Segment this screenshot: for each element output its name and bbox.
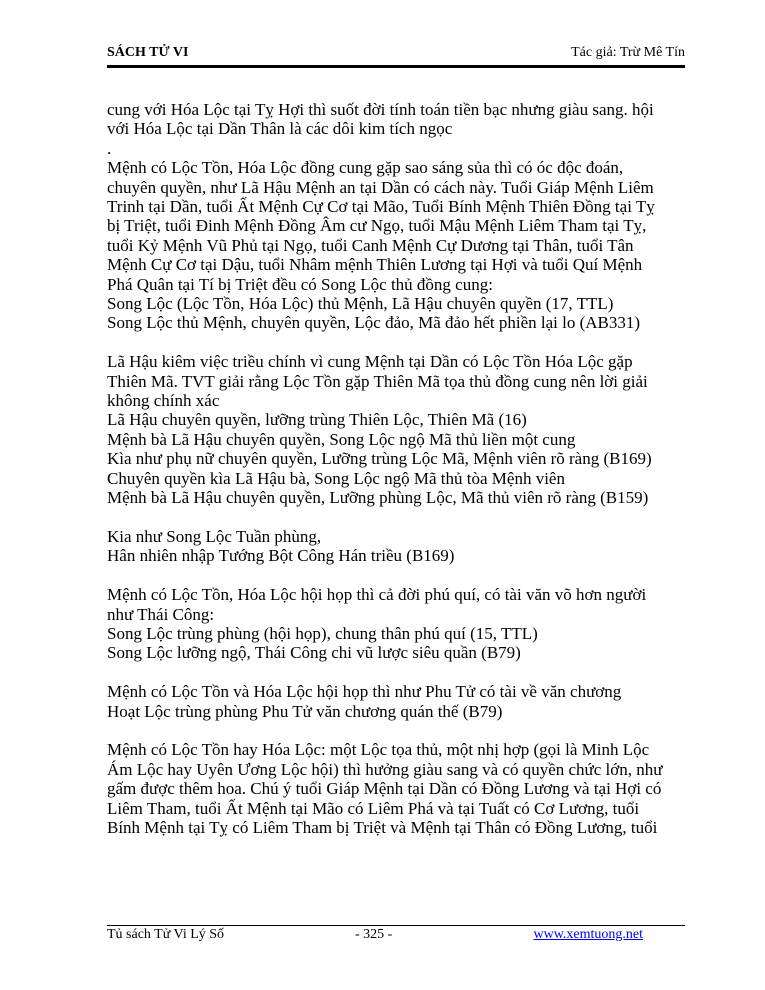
page-header [107, 43, 685, 65]
text-line: Mệnh có Lộc Tồn, Hóa Lộc hội họp thì cả đời phú quí, có tài văn võ hơn người [107, 585, 647, 605]
paragraph [107, 682, 685, 721]
paragraph [107, 585, 685, 663]
document-body [107, 100, 685, 857]
text-line: Liêm Tham, tuổi Ất Mệnh tại Mão có Liêm Phá và tại Tuất có Cơ Lương, tuổi [107, 798, 640, 818]
text-line: Phá Quân tại Tí bị Triệt đều có Song Lộc thủ đồng cung: [107, 274, 493, 294]
text-line: như Thái Công: [107, 604, 215, 624]
text-line: Chuyên quyền kìa Lã Hậu bà, Song Lộc ngộ Mã thủ tòa Mệnh viên [107, 468, 565, 488]
text-line: Song Lộc thủ Mệnh, chuyên quyền, Lộc đảo, Mã đảo hết phiền lại lo (AB331) [107, 313, 641, 333]
text-line: với Hóa Lộc tại Dần Thân là các dôi kim tích ngọc [107, 119, 453, 139]
header-divider [107, 65, 685, 68]
paragraph [107, 740, 685, 837]
text-line: chuyên quyền, như Lã Hậu Mệnh an tại Dần có cách này. Tuổi Giáp Mệnh Liêm [107, 177, 654, 197]
text-line: Thiên Mã. TVT giải rằng Lộc Tồn gặp Thiên Mã tọa thủ đồng cung nên lời giải [107, 371, 648, 391]
text-line: Lã Hậu chuyên quyền, lưỡng trùng Thiên Lộc, Thiên Mã (16) [107, 410, 527, 430]
text-line: bị Triệt, tuổi Đinh Mệnh Đồng Âm cư Ngọ, tuổi Mậu Mệnh Liêm Tham tại Tỵ, [107, 216, 647, 236]
text-line: không chính xác [107, 391, 220, 411]
paragraph [107, 352, 685, 507]
text-line: gấm được thêm hoa. Chú ý tuổi Giáp Mệnh tại Dần có Đồng Lương và tại Hợi có [107, 779, 662, 799]
footer-divider [107, 925, 685, 926]
book-series: Tủ sách Tử Vi Lý Số [107, 927, 225, 942]
book-title: SÁCH TỬ VI [107, 45, 189, 60]
text-line: Mệnh bà Lã Hậu chuyên quyền, Lưỡng phùng Lộc, Mã thủ viên rõ ràng (B159) [107, 488, 649, 508]
text-line: Trinh tại Dần, tuổi Ất Mệnh Cự Cơ tại Mão, Tuổi Bính Mệnh Thiên Đồng tại Tỵ [107, 197, 655, 217]
author-label: Tác giả: Trừ Mê Tín [571, 45, 685, 60]
text-line: Song Lộc lưỡng ngộ, Thái Công chi vũ lược siêu quần (B79) [107, 643, 521, 663]
paragraph [107, 527, 685, 566]
text-line: Hân nhiên nhập Tướng Bột Công Hán triều (B169) [107, 546, 455, 566]
text-line: Kìa như phụ nữ chuyên quyền, Lưỡng trùng Lộc Mã, Mệnh viên rõ ràng (B169) [107, 449, 652, 469]
text-line: tuổi Kỷ Mệnh Vũ Phủ tại Ngọ, tuổi Canh Mệnh Cự Dương tại Thân, tuổi Tân [107, 235, 634, 255]
text-line: Mệnh có Lộc Tồn, Hóa Lộc đồng cung gặp sao sáng sủa thì có óc độc đoán, [107, 158, 624, 178]
paragraph [107, 100, 685, 333]
text-line: Song Lộc trùng phùng (hội họp), chung thân phú quí (15, TTL) [107, 623, 538, 643]
text-line: cung với Hóa Lộc tại Tỵ Hợi thì suốt đời tính toán tiền bạc nhưng giàu sang. hội [107, 100, 654, 119]
text-line: Lã Hậu kiêm việc triều chính vì cung Mệnh tại Dần có Lộc Tồn Hóa Lộc gặp [107, 352, 633, 372]
text-line: . [107, 138, 112, 158]
text-line: Mệnh có Lộc Tồn hay Hóa Lộc: một Lộc tọa thủ, một nhị hợp (gọi là Minh Lộc [107, 740, 650, 760]
text-line: Ám Lộc hay Uyên Ương Lộc hội) thì hưởng giàu sang và có quyền chức lớn, như [107, 759, 663, 779]
text-line: Mệnh bà Lã Hậu chuyên quyền, Song Lộc ngộ Mã thủ liền một cung [107, 429, 576, 449]
website-link[interactable]: www.xemtuong.net [533, 927, 643, 942]
page-footer [107, 927, 685, 947]
text-line: Bính Mệnh tại Tỵ có Liêm Tham bị Triệt và Mệnh tại Thân có Đồng Lương, tuổi [107, 817, 658, 837]
page-number: - 325 - [355, 927, 393, 942]
text-line: Hoạt Lộc trùng phùng Phu Tử văn chương quán thế (B79) [107, 701, 503, 721]
text-line: Song Lộc (Lộc Tồn, Hóa Lộc) thủ Mệnh, Lã Hậu chuyên quyền (17, TTL) [107, 294, 614, 314]
text-line: Mệnh Cự Cơ tại Dậu, tuổi Nhâm mệnh Thiên Lương tại Hợi và tuổi Quí Mệnh [107, 255, 643, 275]
text-line: Mệnh có Lộc Tồn và Hóa Lộc hội họp thì như Phu Tử có tài về văn chương [107, 682, 622, 702]
text-line: Kia như Song Lộc Tuần phùng, [107, 526, 322, 546]
